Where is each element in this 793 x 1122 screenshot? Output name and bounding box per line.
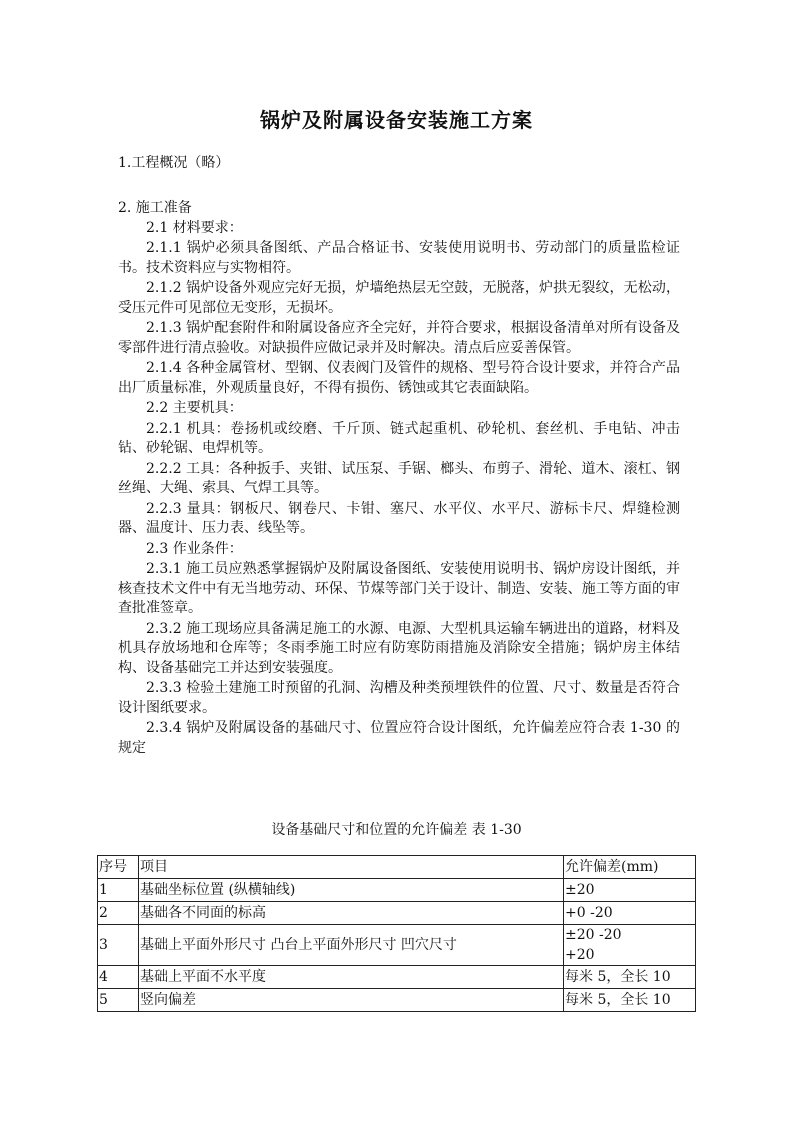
row-tolerance <box>564 902 696 925</box>
row-no: 4 <box>98 966 139 989</box>
paragraph: 2.2.2 工具：各种扳手、夹钳、试压泵、手锯、榔头、布剪子、滑轮、道木、滚杠、钢丝绳、大绳、索具、气焊工具等。 <box>118 460 680 497</box>
paragraph: 2.1 材料要求： <box>146 219 243 236</box>
row-tolerance <box>564 966 696 989</box>
paragraph: 2.2.3 量具：钢板尺、钢卷尺、卡钳、塞尺、水平仪、水平尺、游标卡尺、焊缝检测器、温度计、压力表、线坠等。 <box>118 500 680 537</box>
table-row <box>98 966 696 989</box>
paragraph: 2.1.3 锅炉配套附件和附属设备应齐全完好，并符合要求，根据设备清单对所有设备及零部件进行清点验收。对缺损件应做记录并及时解决。清点后应妥善保管。 <box>118 320 680 356</box>
table-caption: 设备基础尺寸和位置的允许偏差 表 1-30 <box>271 822 522 838</box>
table-row <box>98 989 696 1012</box>
row-no: 5 <box>98 989 139 1012</box>
header-tolerance: 允许偏差(mm) <box>564 856 696 879</box>
paragraph: 2. 施工准备 <box>118 199 192 216</box>
row-no: 3 <box>98 925 139 966</box>
row-tolerance <box>564 879 696 902</box>
tolerance-value: 每米 5，全长 10 <box>565 969 671 985</box>
paragraph: 2.1.4 各种金属管材、型钢、仪表阀门及管件的规格、型号符合设计要求，并符合产品出厂质量标准，外观质量良好，不得有损伤、锈蚀或其它表面缺陷。 <box>118 360 680 396</box>
header-no: 序号 <box>98 856 139 879</box>
paragraph: 2.1.1 锅炉必须具备图纸、产品合格证书、安装使用说明书、劳动部门的质量监检证书。技术资料应与实物相符。 <box>118 240 680 276</box>
tolerance-value: ±20 <box>565 882 595 898</box>
table-row <box>98 902 696 925</box>
tolerance-table <box>97 855 696 1012</box>
tolerance-value: ±20 -20 <box>565 927 622 943</box>
document-body <box>118 154 680 759</box>
table-row <box>98 879 696 902</box>
row-tolerance <box>564 925 696 966</box>
paragraph: 2.3.4 锅炉及附属设备的基础尺寸、位置应符合设计图纸，允许偏差应符合表 1-30 的规定 <box>118 720 680 756</box>
row-item: 基础坐标位置 (纵横轴线) <box>139 879 564 902</box>
table-row <box>98 925 696 966</box>
paragraph: 2.2 主要机具： <box>146 400 243 417</box>
paragraph: 1.工程概况（略） <box>118 155 230 171</box>
paragraph: 2.3.3 检验土建施工时预留的孔洞、沟槽及种类预埋铁件的位置、尺寸、数量是否符合设计图纸要求。 <box>118 680 680 716</box>
row-item: 基础上平面不水平度 <box>139 966 564 989</box>
paragraph: 2.1.2 锅炉设备外观应完好无损，炉墙绝热层无空鼓，无脱落，炉拱无裂纹，无松动，受压元件可见部位无变形，无损坏。 <box>118 280 680 316</box>
row-item: 基础各不同面的标高 <box>139 902 564 925</box>
row-item: 基础上平面外形尺寸 凸台上平面外形尺寸 凹穴尺寸 <box>139 925 564 966</box>
document-title: 锅炉及附属设备安装施工方案 <box>260 108 533 132</box>
header-item: 项目 <box>139 856 564 879</box>
row-no: 1 <box>98 879 139 902</box>
tolerance-value: +20 <box>565 947 595 963</box>
paragraph: 2.3 作业条件： <box>146 540 243 557</box>
row-no: 2 <box>98 902 139 925</box>
row-item: 竖向偏差 <box>139 989 564 1012</box>
paragraph: 2.3.2 施工现场应具备满足施工的水源、电源、大型机具运输车辆进出的道路，材料及机具存放场地和仓库等；冬雨季施工时应有防寒防雨措施及消除安全措施；锅炉房主体结构、设备基础完工并达到安装强度。 <box>118 620 680 676</box>
tolerance-value: 每米 5，全长 10 <box>565 992 671 1008</box>
tolerance-value: +0 -20 <box>565 905 613 921</box>
row-tolerance <box>564 989 696 1012</box>
paragraph: 2.3.1 施工员应熟悉掌握锅炉及附属设备图纸、安装使用说明书、锅炉房设计图纸，并核查技术文件中有无当地劳动、环保、节煤等部门关于设计、制造、安装、施工等方面的审查批准签章。 <box>118 561 680 617</box>
paragraph: 2.2.1 机具：卷扬机或绞磨、千斤顶、链式起重机、砂轮机、套丝机、手电钻、冲击钻、砂轮锯、电焊机等。 <box>118 420 680 457</box>
table-header-row <box>98 856 696 879</box>
